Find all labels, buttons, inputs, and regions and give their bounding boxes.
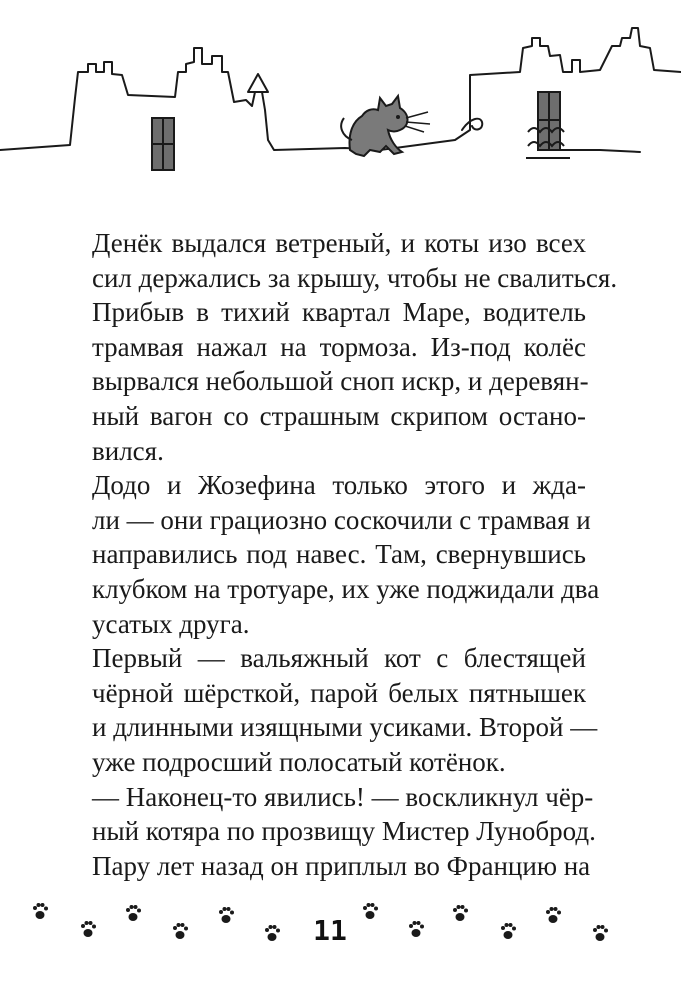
paw-icon	[33, 903, 48, 919]
window-icon	[152, 118, 174, 170]
paw-icon	[265, 925, 280, 941]
paw-icon	[219, 907, 234, 923]
text-line: Денёк выдался ветреный, и коты изо всех	[92, 228, 586, 258]
text-line: Прибыв в тихий квартал Маре, водитель	[92, 297, 586, 328]
text-line: Первый — вальяжный кот с блестящей	[92, 643, 586, 674]
cat-icon	[341, 96, 430, 156]
text-line: Додо и Жозефина только этого и жда-	[92, 470, 586, 501]
rooftop-illustration	[0, 0, 681, 200]
text-line: вился.	[92, 435, 164, 466]
paw-icon	[546, 907, 561, 923]
paragraph	[62, 641, 598, 779]
paw-icon	[501, 923, 516, 939]
text-line: уже подросший полосатый котёнок.	[92, 746, 506, 777]
window-icon	[526, 92, 570, 158]
paw-icon	[126, 905, 141, 921]
text-line: ли — они грациозно соскочили с трамвая и	[92, 504, 591, 535]
text-line: чёрной шёрсткой, парой белых пятнышек	[92, 677, 586, 708]
paragraph	[62, 295, 589, 468]
text-line: Пару лет назад он приплыл во Францию на	[92, 850, 591, 881]
text-line: клубком на тротуаре, их уже поджидали два	[92, 573, 600, 604]
paragraph	[62, 468, 600, 641]
text-line: — Наконец-то явились! — воскликнул чёр-	[92, 781, 594, 812]
text-line: сил держались за крышу, чтобы не свалиться.	[92, 262, 618, 293]
paw-icon	[409, 921, 424, 937]
paw-icon	[363, 903, 378, 919]
text-line: усатых друга.	[92, 608, 250, 639]
text-line: и длинными изящными усиками. Второй —	[92, 712, 598, 743]
paw-icon	[593, 925, 608, 941]
text-line: ный котяра по прозвищу Мистер Луноброд.	[92, 816, 596, 847]
text-line: направились под навес. Там, свернувшись	[92, 539, 586, 570]
text-line: трамвая нажал на тормоза. Из-под колёс	[92, 331, 586, 362]
text-line: ный вагон со страшным скрипом остано-	[92, 400, 586, 431]
paw-icon	[453, 905, 468, 921]
paragraph	[62, 226, 618, 295]
paw-icon	[81, 921, 96, 937]
main-text	[62, 226, 618, 883]
paragraph	[62, 780, 596, 884]
paw-icon	[173, 923, 188, 939]
page-number: 11	[313, 914, 347, 947]
text-line: вырвался небольшой сноп искр, и деревян-	[92, 366, 589, 397]
